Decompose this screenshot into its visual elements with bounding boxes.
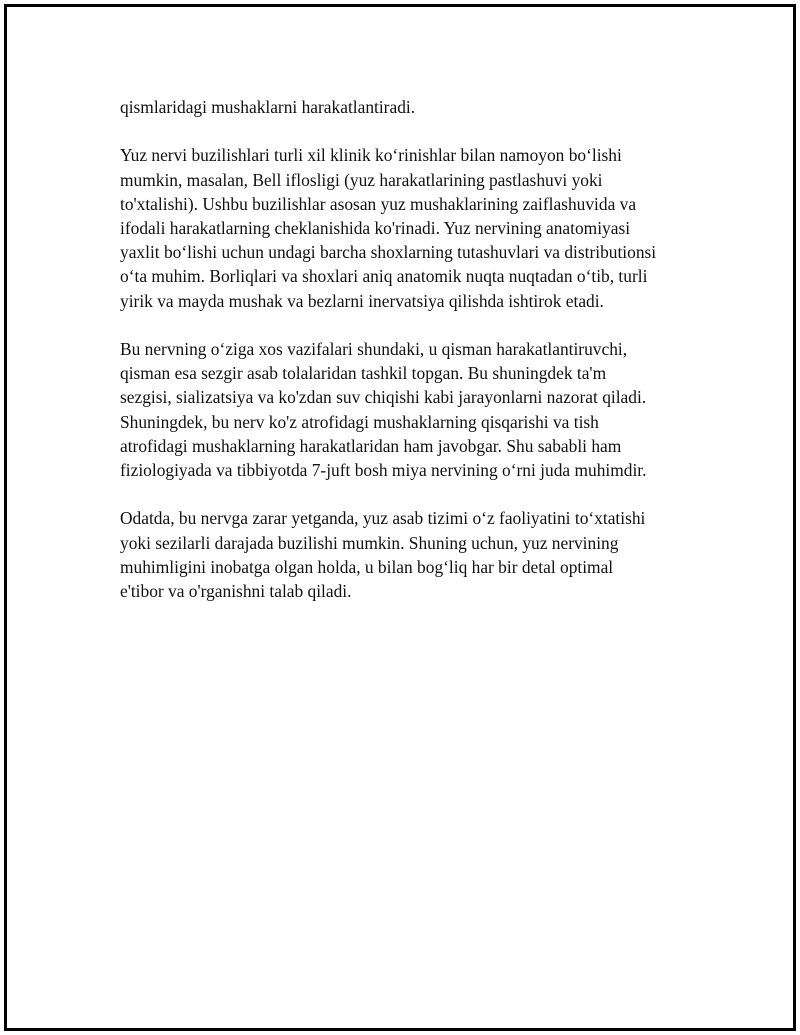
text-line: oʻta muhim. Borliqlari va shoxlari aniq anatomik nuqta nuqtadan oʻtib, turli <box>120 266 648 287</box>
paragraph-2 <box>120 143 710 312</box>
text-line: qismlaridagi mushaklarni harakatlantiradi. <box>120 97 416 117</box>
text-line: Bu nervning oʻziga xos vazifalari shundaki, u qisman harakatlantiruvchi, <box>120 339 628 359</box>
text-line: yoki sezilarli darajada buzilishi mumkin. Shuning uchun, yuz nervining <box>120 532 619 553</box>
text-line: mumkin, masalan, Bell iflosligi (yuz harakatlarining pastlashuvi yoki <box>120 169 603 190</box>
paragraph-1 <box>120 95 710 119</box>
text-line: Odatda, bu nervga zarar yetganda, yuz asab tizimi oʻz faoliyatini toʻxtatishi <box>120 508 646 529</box>
document-body <box>120 95 710 627</box>
text-line: muhimligini inobatga olgan holda, u bilan bogʻliq har bir detal optimal <box>120 556 614 577</box>
paragraph-4 <box>120 506 710 603</box>
text-line: Shuningdek, bu nerv ko'z atrofidagi mushaklarning qisqarishi va tish <box>120 411 599 432</box>
text-line: sezgisi, sializatsiya va ko'zdan suv chiqishi kabi jarayonlarni nazorat qiladi. <box>120 387 647 408</box>
text-line: yaxlit boʻlishi uchun undagi barcha shoxlarning tutashuvlari va distributionsi <box>120 242 657 263</box>
text-line: fiziologiyada va tibbiyotda 7-juft bosh miya nervining oʻrni juda muhimdir. <box>120 460 647 481</box>
text-line: atrofidagi mushaklarning harakatlaridan ham javobgar. Shu sababli ham <box>120 435 622 456</box>
text-line: e'tibor va o'rganishni talab qiladi. <box>120 581 352 602</box>
paragraph-3 <box>120 337 710 482</box>
text-line: qisman esa sezgir asab tolalaridan tashkil topgan. Bu shuningdek ta'm <box>120 363 607 384</box>
text-line: yirik va mayda mushak va bezlarni inervatsiya qilishda ishtirok etadi. <box>120 290 604 311</box>
text-line: Yuz nervi buzilishlari turli xil klinik koʻrinishlar bilan namoyon boʻlishi <box>120 145 622 166</box>
page-frame <box>4 4 796 1031</box>
text-line: ifodali harakatlarning cheklanishida ko'rinadi. Yuz nervining anatomiyasi <box>120 218 631 238</box>
text-line: to'xtalishi). Ushbu buzilishlar asosan yuz mushaklarining zaiflashuvida va <box>120 193 637 214</box>
